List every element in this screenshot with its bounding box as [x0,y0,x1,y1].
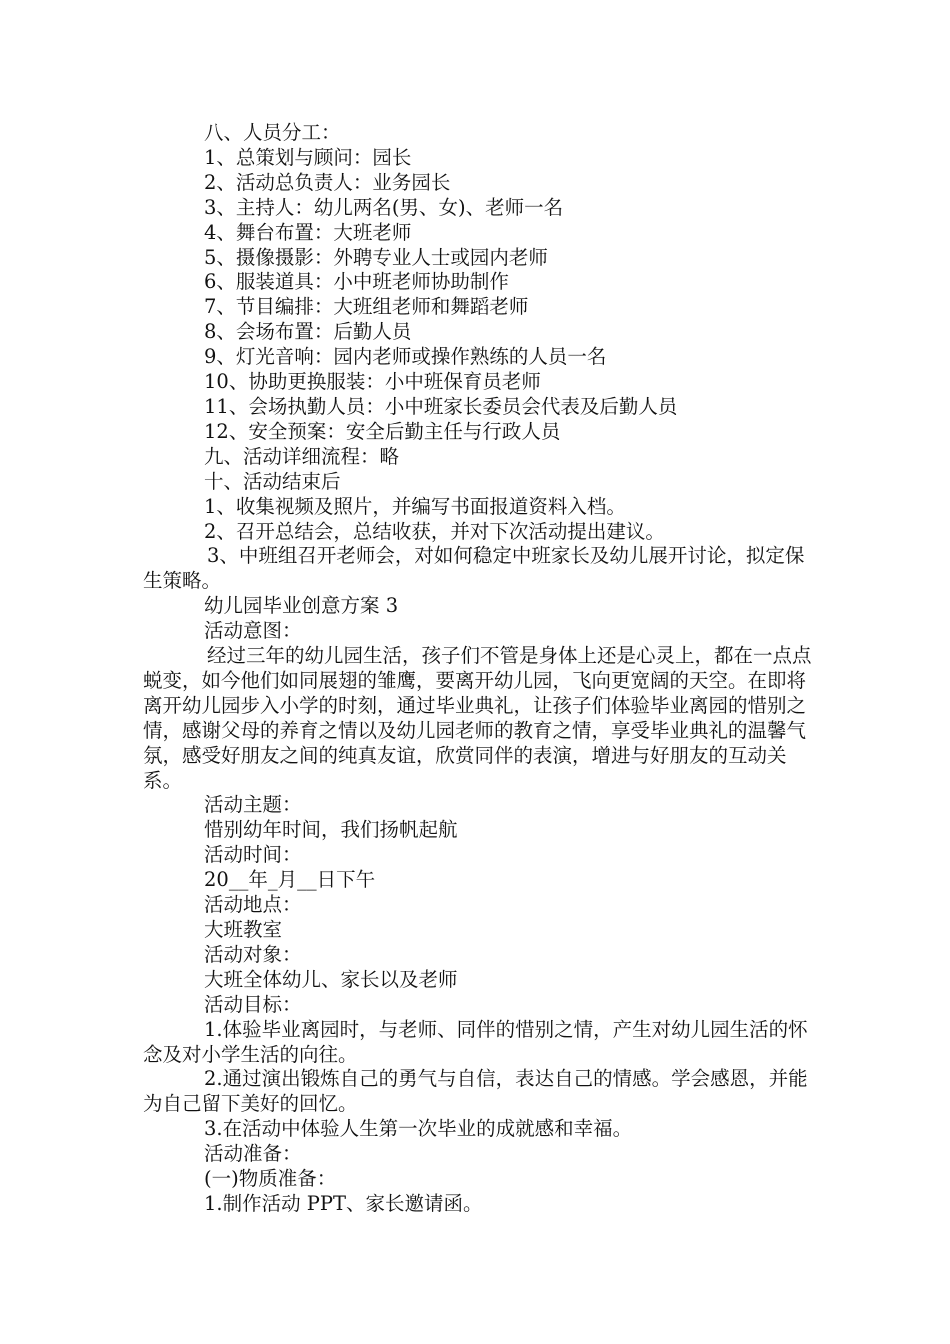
list-item: 3、主持人：幼儿两名(男、女)、老师一名 [204,195,564,219]
list-item: 12、安全预案：安全后勤主任与行政人员 [204,419,561,443]
label-preparation: 活动准备： [204,1142,302,1166]
list-item: 11、会场执勤人员：小中班家长委员会代表及后勤人员 [204,394,678,418]
list-item: 5、摄像摄影：外聘专业人士或园内老师 [204,245,548,269]
section-heading-staffing: 八、人员分工： [204,121,341,144]
sub-label-materials: (一)物质准备： [204,1167,337,1191]
label-intent: 活动意图： [204,619,302,643]
section-heading-flow: 九、活动详细流程：略 [204,444,400,468]
label-audience: 活动对象： [204,942,302,966]
list-item: 1、总策划与顾问：园长 [204,145,412,169]
label-location: 活动地点： [204,893,302,917]
list-item: 4、舞台布置：大班老师 [204,220,412,244]
list-item: 8、会场布置：后勤人员 [204,320,412,344]
list-item: 1、收集视频及照片，并编写书面报道资料入档。 [204,494,626,518]
list-item: 2、召开总结会，总结收获，并对下次活动提出建议。 [204,519,665,543]
list-item: 2、活动总负责人：业务园长 [204,170,451,194]
goal-item: 2.通过演出锻炼自己的勇气与自信，表达自己的情感。学会感恩，并能为自己留下美好的回忆。 [143,1067,808,1116]
theme-value: 惜别幼年时间，我们扬帆起航 [204,818,458,842]
goal-item: 3.在活动中体验人生第一次毕业的成就感和幸福。 [204,1117,633,1141]
material-item: 1.制作活动 PPT、家长邀请函。 [204,1191,483,1215]
list-item: 9、灯光音响：园内老师或操作熟练的人员一名 [204,345,607,369]
plan-title: 幼儿园毕业创意方案 3 [204,594,399,618]
document-body [143,121,823,1217]
list-item: 6、服装道具：小中班老师协助制作 [204,270,509,294]
list-item: 3、中班组召开老师会，对如何稳定中班家长及幼儿展开讨论，拟定保生策略。 [143,544,805,593]
label-goals: 活动目标： [204,992,302,1016]
time-value: 20__年_月__日下午 [204,868,376,892]
list-item: 10、协助更换服装：小中班保育员老师 [204,370,541,394]
label-time: 活动时间： [204,843,302,867]
label-theme: 活动主题： [204,793,302,817]
intent-paragraph: 经过三年的幼儿园生活，孩子们不管是身体上还是心灵上，都在一点点蜕变，如今他们如同展翅的雏鹰，要离开幼儿园，飞向更宽阔的天空。在即将离开幼儿园步入小学的时刻，通过毕业典礼，让孩子们体验毕业离园的惜别之情，感谢父母的养育之情以及幼儿园老师的教育之情，享受毕业典礼的温馨气氛，感受好朋友之间的纯真友谊，欣赏同伴的表演，增进与好朋友的互动关系。 [143,644,812,792]
audience-value: 大班全体幼儿、家长以及老师 [204,967,458,991]
goal-item: 1.体验毕业离园时，与老师、同伴的惜别之情，产生对幼儿园生活的怀念及对小学生活的向往。 [143,1017,808,1066]
list-item: 7、节目编排：大班组老师和舞蹈老师 [204,295,529,319]
location-value: 大班教室 [204,918,283,941]
section-heading-after: 十、活动结束后 [204,469,341,493]
